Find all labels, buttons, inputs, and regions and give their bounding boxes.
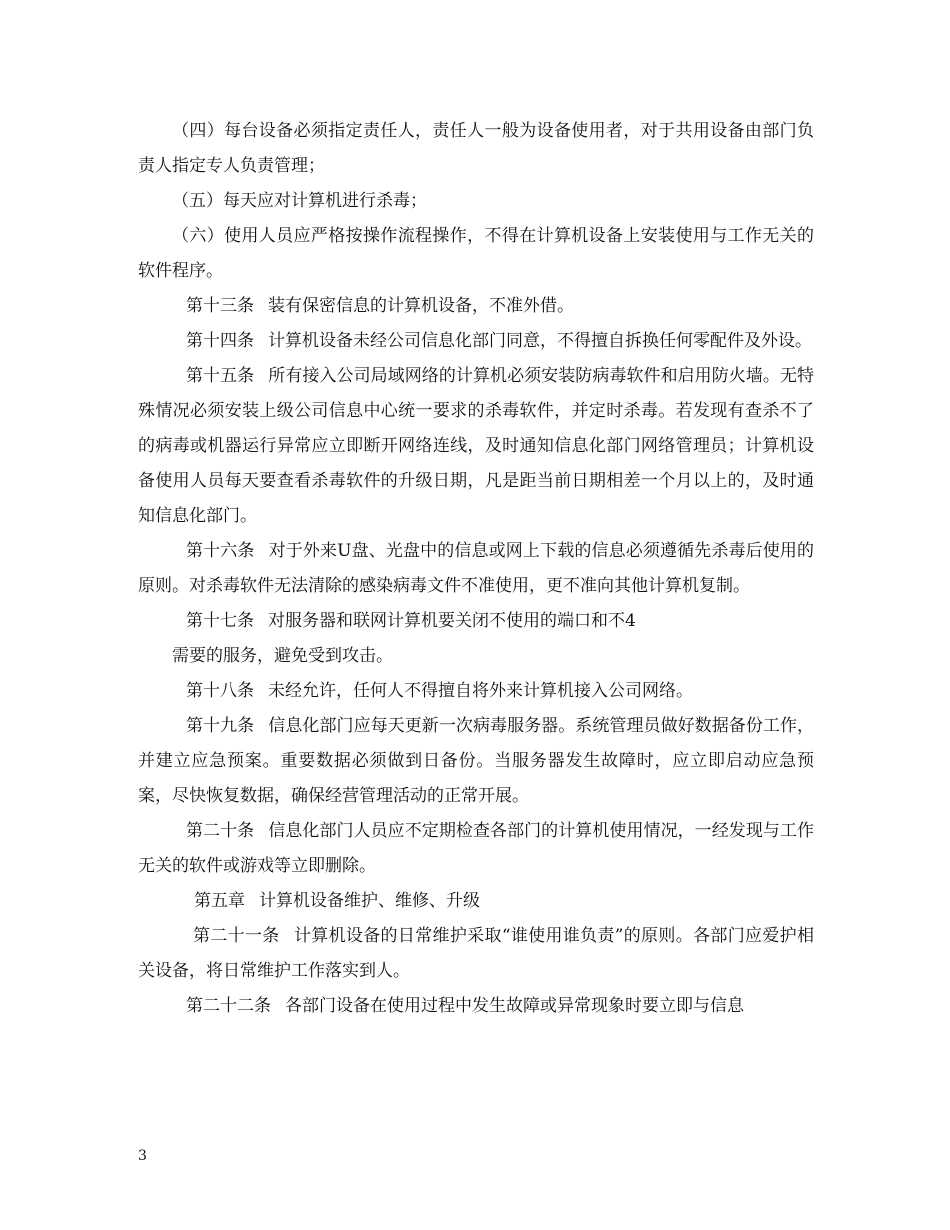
article-text: 所有接入公司局域网络的计算机必须安装防病毒软件和启用防火墙。无特殊情况必须安装上级公司信息中心统一要求的杀毒软件，并定时杀毒。若发现有查杀不了的病毒或机器运行异常应立即断开网络连线，及时通知信息化部门网络管理员；计算机设备使用人员每天要查看杀毒软件的升级日期，凡是距当前日期相差一个月以上的，及时通知信息化部门。 [138,366,815,526]
article-label: 第十八条 [186,681,254,701]
article-label: 第十五条 [186,366,255,386]
chapter-heading [138,884,814,919]
article-label: 第二十一条 [193,926,280,946]
article-19 [138,709,814,814]
article-16 [138,534,814,604]
article-17 [138,604,814,639]
article-22 [138,989,814,1024]
article-13 [138,289,814,324]
article-label: 第十六条 [186,541,255,561]
chapter-label: 第五章 [194,891,245,911]
document-body [138,114,814,1024]
article-text: 未经允许，任何人不得擅自将外来计算机接入公司网络。 [268,681,693,701]
article-label: 第二十二条 [186,996,271,1016]
article-label: 第二十条 [186,821,255,841]
article-label: 第十九条 [186,716,255,736]
article-17-continuation: 需要的服务，避免受到攻击。 [172,646,393,666]
article-text: 对服务器和联网计算机要关闭不使用的端口和不4 [268,611,636,631]
article-18 [138,674,814,709]
chapter-title: 计算机设备维护、维修、升级 [259,891,480,911]
article-label: 第十三条 [186,296,254,316]
paragraph-item-4: （四）每台设备必须指定责任人，责任人一般为设备使用者，对于共用设备由部门负责人指定专人负责管理； [138,121,814,176]
article-label: 第十七条 [186,611,254,631]
page-number: 3 [138,1148,147,1164]
article-text: 信息化部门人员应不定期检查各部门的计算机使用情况，一经发现与工作无关的软件或游戏等立即删除。 [138,821,815,876]
article-15 [138,359,814,534]
article-20 [138,814,814,884]
article-text: 信息化部门应每天更新一次病毒服务器。系统管理员做好数据备份工作，并建立应急预案。重要数据必须做到日备份。当服务器发生故障时，应立即启动应急预案，尽快恢复数据，确保经营管理活动的正常开展。 [138,716,815,806]
article-21 [138,919,814,989]
paragraph-item-6: （六）使用人员应严格按操作流程操作，不得在计算机设备上安装使用与工作无关的软件程序。 [138,226,814,281]
article-text: 各部门设备在使用过程中发生故障或异常现象时要立即与信息 [285,996,744,1016]
article-text: 计算机设备的日常维护采取“谁使用谁负责”的原则。各部门应爱护相关设备，将日常维护工作落实到人。 [138,926,815,981]
article-label: 第十四条 [186,331,254,351]
paragraph-item-5: （五）每天应对计算机进行杀毒； [172,191,427,211]
article-text: 装有保密信息的计算机设备，不准外借。 [268,296,574,316]
article-14 [138,324,814,359]
article-text: 对于外来U盘、光盘中的信息或网上下载的信息必须遵循先杀毒后使用的原则。对杀毒软件无法清除的感染病毒文件不准使用，更不准向其他计算机复制。 [138,541,815,596]
article-text: 计算机设备未经公司信息化部门同意，不得擅自拆换任何零配件及外设。 [268,331,812,351]
